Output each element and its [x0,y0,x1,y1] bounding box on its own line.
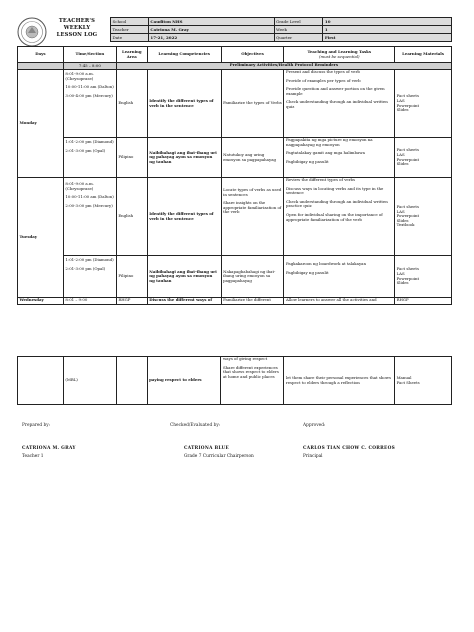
cont-objectives [221,357,284,405]
time-slot: 10:00-11:00 am (Dalton) [65,194,114,200]
material-item: LAS [396,151,405,157]
material-item: Fact sheets [396,93,419,99]
cont-empty-cell [116,357,147,405]
time-slot: 1:01-2:00 pm (Diamond) [65,257,114,262]
tuesday-english-times [63,178,116,256]
approved-name: CARLOS TIAN CHOW C. CORREOS [303,446,396,451]
material-item: Slides [396,107,409,113]
tuesday-filipino-objective: Nakapagbabahagi ng ibat-ibang uring emosyon sa pagpapahayag [221,256,284,298]
checked-name: CATRIONA BLUE [184,446,230,451]
cont-task: let them share their personal experiences that shows respect to elders through a reflection [284,357,395,405]
col-tasks-note: (must be sequential) [319,53,360,59]
tuesday-english-competency: Identify the different types of verb in the sentence [147,178,221,256]
material-item: Powerpoint [396,156,420,162]
monday-english-area: English [116,70,147,138]
day-tuesday: Tuesday [18,178,64,298]
cont-area: (MBL) [63,357,116,405]
time-slot: 10:00-11:00 am (Dalton) [65,84,114,90]
prepared-by-block [22,423,172,459]
wednesday-material: RHGP [395,298,452,305]
objective-item: Share insights on the appropriate familiarization of the verb [223,200,282,215]
col-objectives: Objectives [221,47,284,63]
col-materials: Learning Materials [395,47,452,63]
monday-english-times [63,70,116,138]
time-slot: 1:01-2:00 pm (Diamond) [65,139,114,144]
title-line-3: LESSON LOG [56,32,98,38]
material-item: Textbook [396,222,415,228]
objective-item: ways of giving respect [222,356,268,361]
material-item: Slides [396,217,409,223]
prepared-label: Prepared by: [22,423,51,428]
cont-day-cell [18,357,64,405]
material-item: Slides [396,161,409,167]
prepared-role: Teacher 1 [22,454,44,459]
col-tasks-label: Teaching and Learning Tasks [307,48,372,54]
wednesday-objective: Familiarize the different [221,298,284,305]
checked-role: Grade 7 Curricular Chairperson [184,454,254,459]
task-item: Pagbibigay ng pasulit [285,269,329,275]
week-label: Week [274,26,323,34]
tuesday-filipino-tasks [284,256,395,298]
material-item: Fact sheets [396,204,419,210]
col-competencies: Learning Competencies [147,47,221,63]
monday-english-objective: Familiarize the types of Verbs [221,70,284,138]
quarter-label: Quarter [274,34,323,42]
material-item: Fact Sheets [396,379,420,385]
material-item: LAS [396,270,405,276]
task-item: Provide of examples per types of verb [285,77,361,83]
task-item: Pagkakaroon ng boardwork at talakayan [285,261,366,266]
objective-item: Share different experiences that shows respect to elders at home and public places [222,364,279,379]
task-item: Check understanding through an individual written quiz [285,99,388,109]
cont-competency: paying respect to elders [147,357,221,405]
wednesday-competency: Discuss the different ways of [147,298,221,305]
monday-english-competency: Identify the different types of verb in the sentence [147,70,221,138]
tuesday-filipino-area: Filipino [116,256,147,298]
task-item: Pagpapakita ng mga picture ng emosyon na nagpapahayag ng emosyon [285,137,373,147]
material-item: Powerpoint [396,213,420,219]
tuesday-english-objectives [221,178,284,256]
task-item: Present and discuss the types of verb [285,69,360,74]
monday-filipino-tasks [284,138,395,178]
grade-label: Grade Level [274,18,323,26]
title-line-1: TEACHER'S [58,18,96,24]
title-line-2: WEEKLY [63,25,91,31]
page-title [47,18,107,39]
school-value: Cauditon NHS [148,18,274,26]
col-time: Time/Section [63,47,116,63]
approved-by-block [303,423,463,459]
material-item: LAS [396,97,405,103]
checked-label: Checked/Evaluated by: [170,423,221,428]
grade-value: 10 [323,18,452,26]
tuesday-filipino-materials [395,256,452,298]
time-slot: 3:00-4:00 pm (Mercury) [65,92,113,98]
school-seal-icon [17,17,47,47]
time-slot: 8:01-9:00 a.m. (Chrysoprase) [65,71,94,81]
teacher-value: Catriona M. Gray [148,26,274,34]
wednesday-time: 8:01 – 9:00 [63,298,116,305]
quarter-value: First [323,34,452,42]
task-item: Check understanding through an individual written practice quiz [285,198,388,209]
monday-filipino-objective: Natutukoy ang uring emosyon sa pagpapahayag [221,138,284,178]
task-item: Open for individual sharing on the importance of appropriate familiarization of the verb [285,211,383,222]
time-slot: 2:01-3:00 pm (Opal) [65,265,106,271]
tuesday-english-tasks [284,178,395,256]
week-value: 1 [323,26,452,34]
tuesday-english-materials [395,178,452,256]
tuesday-filipino-times [63,256,116,298]
prelim-text: Preliminary Activities/Health Protocol Reminders [116,63,451,70]
prelim-time: 7:45 – 8:00 [63,63,116,70]
prelim-day-cell [18,63,64,70]
objective-item: Locate types of verbs as used in sentences [223,187,282,197]
continuation-table [17,356,452,405]
tuesday-filipino-competency: Naibibahagi ang ibat-ibang uri ng pahayag ayon sa emosyon ng tauhan [147,256,221,298]
monday-english-tasks [284,70,395,138]
task-item: Provide question and answer portion on the given example [285,86,385,96]
date-label: Date [111,34,149,42]
material-item: Slides [396,280,409,286]
monday-english-materials [395,70,452,138]
lesson-table [17,46,452,305]
day-wednesday: Wednesday [18,298,64,305]
time-slot: 2:00-3:00 pm (Mercury) [65,202,113,208]
checked-by-block [170,423,300,459]
col-tasks [284,47,395,63]
material-item: Fact sheets [396,266,419,272]
task-item: Discuss ways in locating verbs and its type in the sentence [285,185,384,196]
material-item: Powerpoint [396,275,420,281]
task-item: Pagbibigay ng pasulit [285,158,329,164]
date-value: 17-21, 2022 [148,34,274,42]
task-item: Review the different types of verbs [285,177,356,182]
material-item: Fact sheets [396,147,419,153]
header-info-table [110,17,452,42]
material-item: LAS [396,208,405,214]
col-area: Learning Area [116,47,147,63]
time-slot: 8:01-9:00 a.m. (Chrysoprase) [65,181,94,191]
material-item: Manual [396,374,412,380]
monday-filipino-times [63,138,116,178]
monday-filipino-competency: Naibibahagi ang ibat-ibang uri ng pahayag ayon sa emosyon ng tauhan [147,138,221,178]
wednesday-area: RHGP [116,298,147,305]
wednesday-task: Allow learners to answer all the activities and [284,298,395,305]
approved-label: Approved: [303,423,326,428]
tuesday-english-area: English [116,178,147,256]
teacher-label: Teacher [111,26,149,34]
prepared-name: CATRIONA M. GRAY [22,446,76,451]
school-label: School [111,18,149,26]
monday-filipino-area: Filipino [116,138,147,178]
col-days: Days [18,47,64,63]
day-monday: Monday [18,70,64,178]
cont-materials [395,357,452,405]
approved-role: Principal [303,454,323,459]
material-item: Powerpoint [396,102,420,108]
monday-filipino-materials [395,138,452,178]
task-item: Pagtatalakay gamit ang mga halimbawa [285,150,365,156]
time-slot: 2:01-3:00 pm (Opal) [65,147,106,153]
